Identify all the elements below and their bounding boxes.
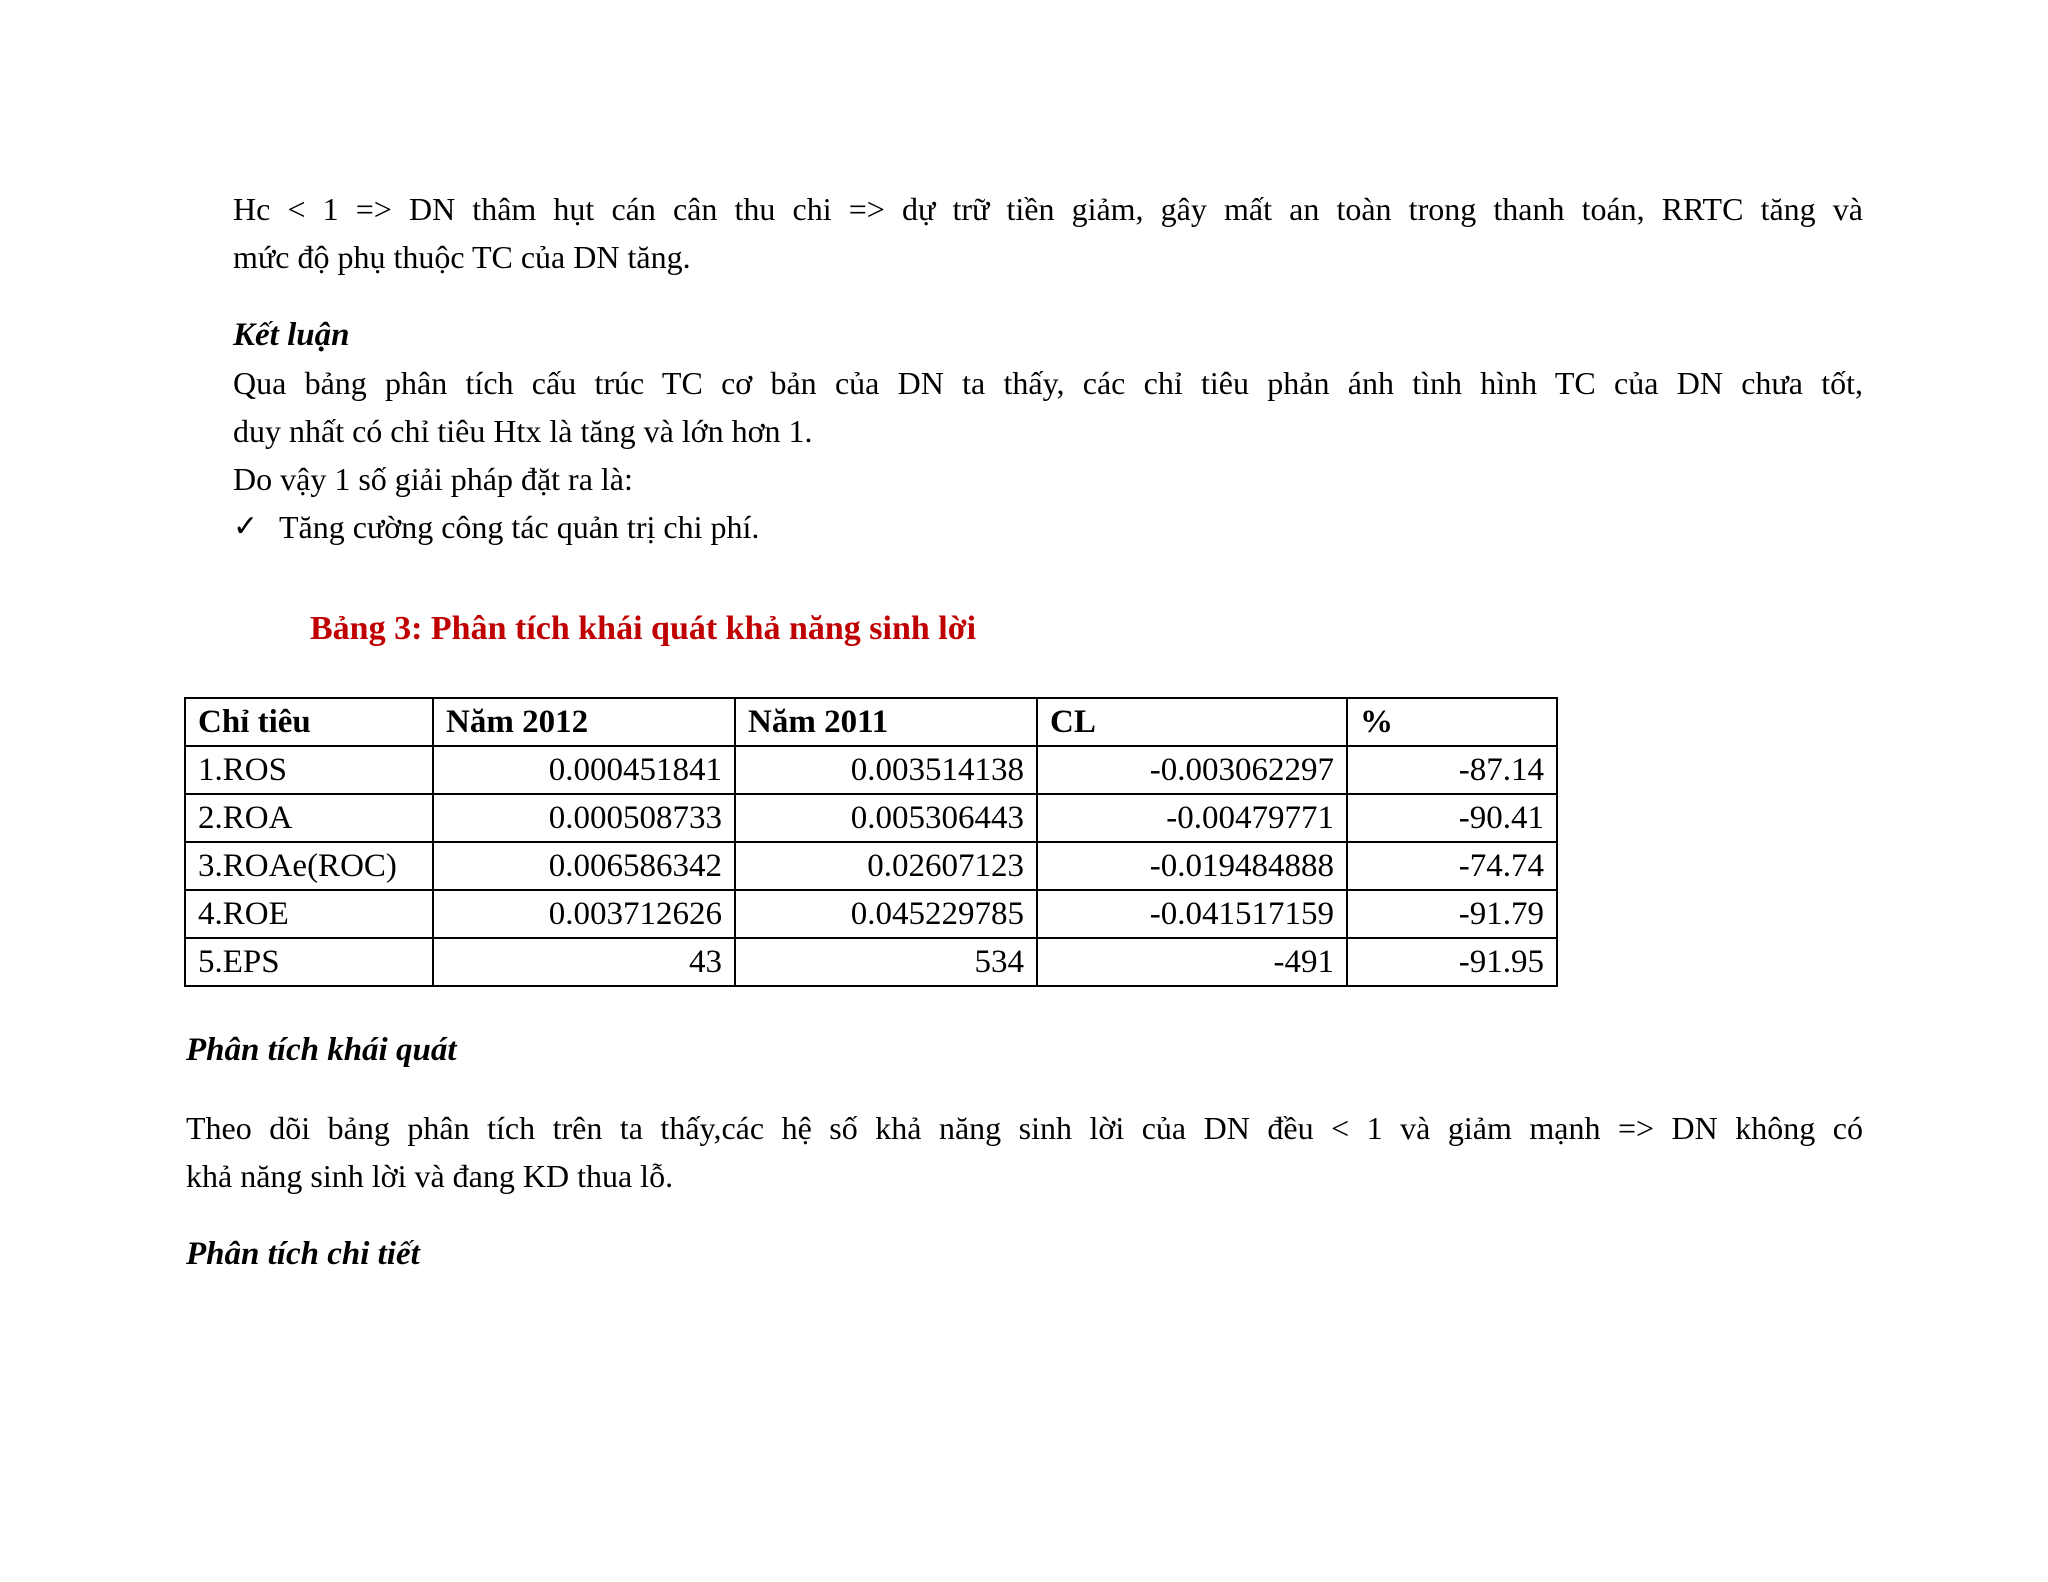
table-cell: 0.006586342 [433,842,735,890]
table-cell: -91.95 [1347,938,1557,986]
table-cell: 0.000451841 [433,746,735,794]
table-cell: 0.003712626 [433,890,735,938]
table-cell: 0.003514138 [735,746,1037,794]
table-cell: -491 [1037,938,1347,986]
solutions-intro: Do vậy 1 số giải pháp đặt ra là: [233,461,633,497]
table-cell: -0.041517159 [1037,890,1347,938]
table-cell: 0.02607123 [735,842,1037,890]
header-cell: Chỉ tiêu [185,698,433,746]
table-cell: -0.019484888 [1037,842,1347,890]
table-cell: 43 [433,938,735,986]
paragraph-hc-analysis [233,185,1863,281]
table-row [185,794,1557,842]
table-cell: -90.41 [1347,794,1557,842]
paragraph-line: khả năng sinh lời và đang KD thua lỗ. [186,1158,674,1194]
table-cell: 3.ROAe(ROC) [185,842,433,890]
check-icon: ✓ [233,510,259,543]
table-row [185,938,1557,986]
paragraph-line: Qua bảng phân tích cấu trúc TC cơ bản của DN ta thấy, các chỉ tiêu phản ánh tình hình TC của DN chưa tốt, [233,365,1863,401]
header-cell: % [1347,698,1557,746]
table-row [185,842,1557,890]
paragraph-line: Theo dõi bảng phân tích trên ta thấy,các hệ số khả năng sinh lời của DN đều < 1 và giảm mạnh => DN không có [186,1110,1863,1146]
table-cell: -74.74 [1347,842,1557,890]
paragraph-line: mức độ phụ thuộc TC của DN tăng. [233,239,691,275]
table-title: Bảng 3: Phân tích khái quát khả năng sinh lời [310,610,977,647]
paragraph-overview [186,1104,1863,1200]
solution-item-text: Tăng cường công tác quản trị chi phí. [279,509,760,545]
detail-heading: Phân tích chi tiết [186,1236,420,1272]
table-cell: -91.79 [1347,890,1557,938]
paragraph-conclusion [233,359,1863,455]
profitability-table [184,697,1558,987]
header-cell: Năm 2012 [433,698,735,746]
overview-heading: Phân tích khái quát [186,1032,457,1068]
paragraph-line: duy nhất có chỉ tiêu Htx là tăng và lớn hơn 1. [233,413,813,449]
table-cell: 5.EPS [185,938,433,986]
header-cell: CL [1037,698,1347,746]
table-cell: -0.003062297 [1037,746,1347,794]
table-cell: 0.005306443 [735,794,1037,842]
conclusion-heading: Kết luận [233,317,350,353]
table-cell: 0.000508733 [433,794,735,842]
table-header-row [185,698,1557,746]
table-row [185,890,1557,938]
table-row [185,746,1557,794]
header-cell: Năm 2011 [735,698,1037,746]
table-cell: 0.045229785 [735,890,1037,938]
table-cell: -87.14 [1347,746,1557,794]
table-cell: 534 [735,938,1037,986]
table-cell: 1.ROS [185,746,433,794]
table-cell: 4.ROE [185,890,433,938]
paragraph-line: Hc < 1 => DN thâm hụt cán cân thu chi => dự trữ tiền giảm, gây mất an toàn trong thanh toán, RRTC tăng và [233,191,1863,227]
solution-list-item [233,503,759,551]
table-cell: 2.ROA [185,794,433,842]
table-cell: -0.00479771 [1037,794,1347,842]
